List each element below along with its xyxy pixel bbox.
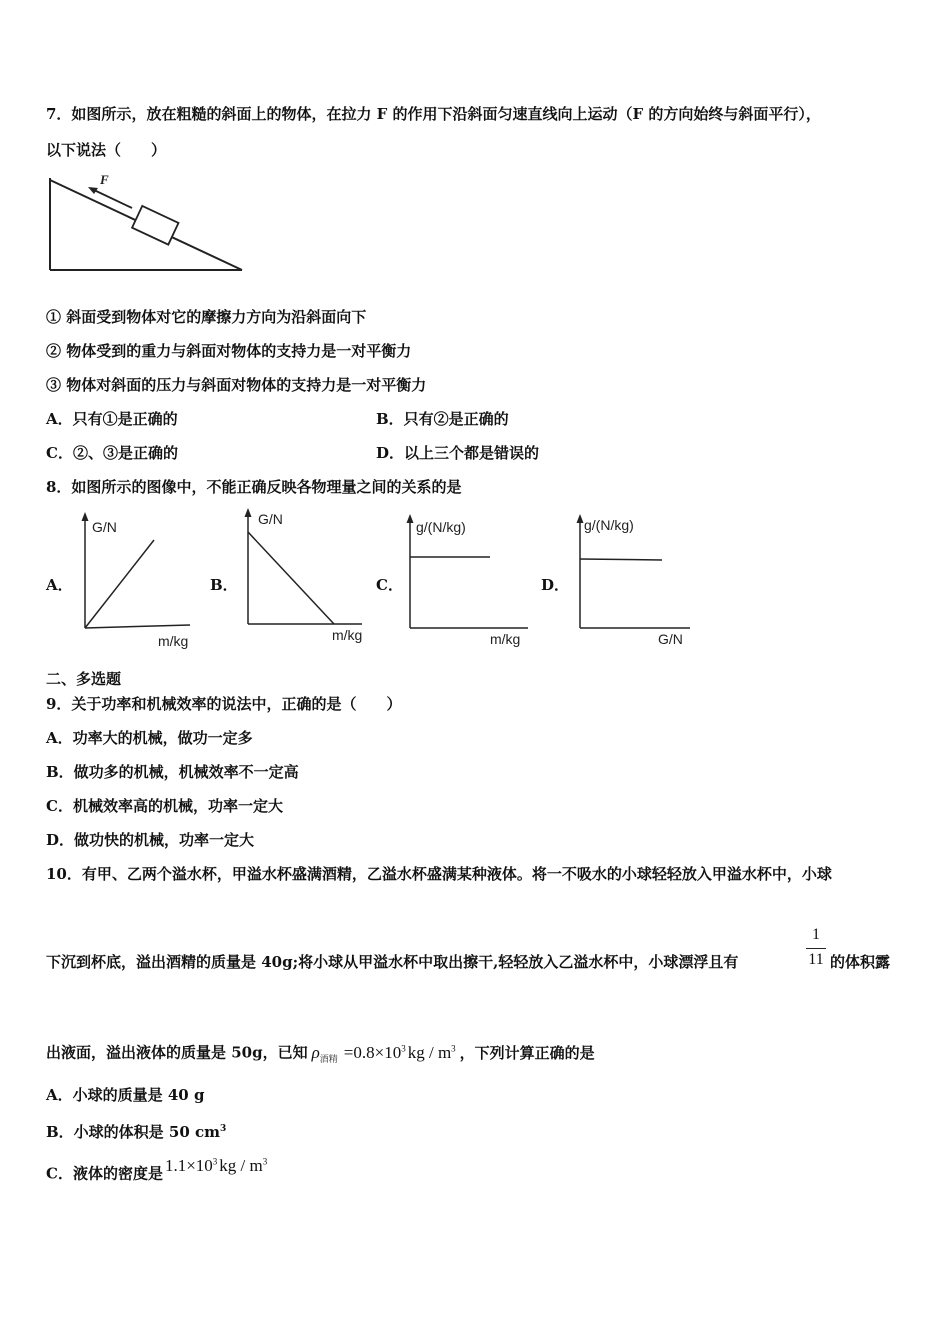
force-arrow <box>94 190 132 208</box>
rho-unit-exponent: 3 <box>451 1043 456 1053</box>
q10-option-c <box>46 1155 268 1184</box>
q8-graph-b-letter: B． <box>210 576 238 594</box>
q10-option-a: A．小球的质量是 40 g <box>46 1086 205 1104</box>
q7-stem-line2: 以下说法（ ） <box>46 141 167 159</box>
q7-option-c: C．②、③是正确的 <box>46 444 178 462</box>
fraction-bar <box>806 948 826 949</box>
q10-line3 <box>46 1038 595 1069</box>
graph-c-ylabel: g/(N/kg) <box>416 519 466 535</box>
graph-b-line <box>248 532 334 624</box>
q8-graph-d-letter: D． <box>541 576 570 594</box>
section-2-title: 二、多选题 <box>46 670 122 688</box>
fraction-numerator: 1 <box>812 926 820 943</box>
q10-line2-after: 的体积露 <box>830 953 891 971</box>
block-on-incline <box>132 206 178 245</box>
graph-b-ylabel: G/N <box>258 511 283 527</box>
q10-line2-before: 下沉到杯底，溢出酒精的质量是 40g;将小球从甲溢水杯中取出擦干,轻轻放入乙溢水杯中，小球漂浮且有 <box>46 953 739 971</box>
q7-option-b: B．只有②是正确的 <box>376 410 509 428</box>
q8-graph-c <box>400 510 540 652</box>
q10-option-b-exponent: 3 <box>220 1124 227 1134</box>
q8-graph-b <box>234 506 374 648</box>
rho-exponent: 3 <box>401 1043 406 1053</box>
q9-option-b: B．做功多的机械，机械效率不一定高 <box>46 763 299 781</box>
graph-c-xlabel: m/kg <box>490 631 521 647</box>
force-label: F <box>100 172 109 187</box>
q7-statement-3: ③ 物体对斜面的压力与斜面对物体的支持力是一对平衡力 <box>46 376 427 394</box>
q8-graph-c-letter: C． <box>376 576 403 594</box>
q8-stem: 8．如图所示的图像中，不能正确反映各物理量之间的关系的是 <box>46 478 462 496</box>
q9-option-a: A．功率大的机械，做功一定多 <box>46 729 253 747</box>
q10-option-b <box>46 1119 226 1142</box>
q9-stem: 9．关于功率和机械效率的说法中，正确的是（ ） <box>46 695 402 713</box>
graph-a-ylabel: G/N <box>92 519 117 535</box>
graph-d-xlabel: G/N <box>658 631 683 647</box>
graph-d-ylabel: g/(N/kg) <box>584 517 634 533</box>
q7-option-a: A．只有①是正确的 <box>46 410 178 428</box>
liquid-density-exponent: 3 <box>212 1156 218 1166</box>
rho-subscript: 酒精 <box>319 1053 338 1064</box>
liquid-density-unit-exponent: 3 <box>262 1156 268 1166</box>
rho-symbol: ρ <box>311 1042 320 1062</box>
graph-a-xlabel: m/kg <box>158 633 189 649</box>
q9-option-d: D．做功快的机械，功率一定大 <box>46 831 255 849</box>
rho-unit: kg / m <box>407 1042 452 1062</box>
q10-line3-before: 出液面，溢出液体的质量是 50g，已知 <box>46 1043 308 1062</box>
graph-b-xlabel: m/kg <box>332 627 363 643</box>
liquid-density-unit: kg / m <box>219 1155 263 1175</box>
q8-graph-a-letter: A． <box>46 576 73 594</box>
graph-a-line <box>85 540 154 628</box>
q10-option-c-text: C．液体的密度是 <box>46 1164 163 1183</box>
rho-value: =0.8×10 <box>343 1042 402 1062</box>
fraction-denominator: 11 <box>808 951 824 968</box>
q8-graph-a <box>70 510 200 652</box>
q7-stem-line1: 7．如图所示，放在粗糙的斜面上的物体，在拉力 F 的作用下沿斜面匀速直线向上运动（F 的方向始终与斜面平行）， <box>46 105 821 123</box>
liquid-density-expression <box>165 1156 267 1175</box>
graph-d-line <box>580 559 662 560</box>
q10-line1: 10．有甲、乙两个溢水杯，甲溢水杯盛满酒精，乙溢水杯盛满某种液体。将一不吸水的小球轻轻放入甲溢水杯中，小球 <box>46 865 832 883</box>
liquid-density-value: 1.1×10 <box>164 1155 213 1175</box>
incline-figure <box>44 170 250 280</box>
q10-line3-after: ，下列计算正确的是 <box>459 1043 595 1062</box>
q7-statement-1: ① 斜面受到物体对它的摩擦力方向为沿斜面向下 <box>46 308 367 326</box>
q7-option-d: D．以上三个都是错误的 <box>376 444 540 462</box>
q8-graph-d <box>570 510 700 652</box>
q10-option-b-text: B．小球的体积是 50 cm <box>46 1123 221 1141</box>
q7-statement-2: ② 物体受到的重力与斜面对物体的支持力是一对平衡力 <box>46 342 412 360</box>
rho-alcohol-expression <box>312 1043 456 1062</box>
q9-option-c: C．机械效率高的机械，功率一定大 <box>46 797 283 815</box>
